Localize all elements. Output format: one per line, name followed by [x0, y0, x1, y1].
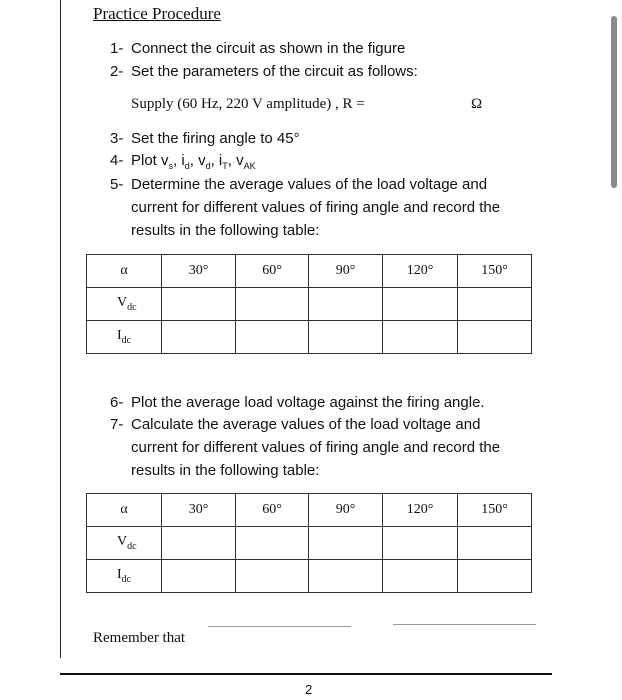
table-cell [236, 560, 309, 593]
angle-header: 150° [458, 494, 532, 527]
angle-header: 90° [309, 255, 383, 288]
table-cell [162, 560, 236, 593]
angle-header: 120° [383, 494, 458, 527]
table-row [87, 321, 532, 354]
step-number: 4- [110, 152, 124, 169]
scrollbar[interactable] [611, 16, 617, 188]
angle-header: 30° [162, 255, 236, 288]
fill-in-blank [393, 624, 536, 625]
angle-header: 150° [458, 255, 532, 288]
angle-header: 120° [383, 255, 458, 288]
step-7-line-3: results in the following table: [131, 462, 320, 479]
step-2 [110, 61, 418, 83]
table-cell [458, 527, 532, 560]
step-text: Calculate the average values of the load voltage and [131, 416, 481, 433]
results-table-1 [86, 254, 532, 354]
step-7 [110, 414, 480, 436]
step-number: 7- [110, 416, 124, 433]
step-number: 6- [110, 394, 124, 411]
table-cell [383, 288, 458, 321]
step-5-line-2: current for different values of firing angle and record the [131, 199, 501, 216]
table-cell [383, 321, 458, 354]
ohm-unit: Ω [471, 96, 483, 112]
step-3 [110, 128, 300, 150]
table-cell [309, 527, 383, 560]
step-number: 3- [110, 130, 124, 147]
table-cell [162, 321, 236, 354]
vdc-label: $V_{dc}$ [87, 288, 162, 321]
step-text: Set the parameters of the circuit as follows: [131, 63, 418, 80]
table-cell [383, 560, 458, 593]
vdc-label: $V_{dc}$ [87, 527, 162, 560]
table-cell [162, 527, 236, 560]
step-number: 5- [110, 176, 124, 193]
page-number: 2 [305, 682, 313, 697]
step-7-line-2: current for different values of firing angle and record the [131, 439, 501, 456]
table-row [87, 527, 532, 560]
supply-parameters: Supply (60 Hz, 220 V amplitude) , R = [131, 96, 365, 112]
results-table-2 [86, 493, 532, 593]
step-1 [110, 38, 405, 60]
table-cell [383, 527, 458, 560]
plot-variable-list: $v_s$, $i_d$, $v_d$, $i_T$, $v_{AK}$ [161, 152, 256, 171]
angle-header: 30° [162, 494, 236, 527]
table-cell [236, 288, 309, 321]
angle-header: 90° [309, 494, 383, 527]
table-row [87, 288, 532, 321]
step-text: Plot [131, 152, 162, 169]
table-cell [458, 288, 532, 321]
step-text: Set the firing angle to 45° [131, 130, 300, 147]
step-4 [110, 150, 256, 177]
table-cell [309, 288, 383, 321]
table-cell [458, 321, 532, 354]
plot-variable: $i_T$ [218, 152, 228, 171]
table-cell [309, 560, 383, 593]
alpha-header: α [87, 255, 162, 288]
plot-variable: $v_{AK}$ [236, 152, 256, 171]
page-title: Practice Procedure [93, 4, 221, 23]
alpha-header: α [87, 494, 162, 527]
plot-variable: $v_s$ [161, 152, 174, 171]
table-cell [162, 288, 236, 321]
step-5 [110, 174, 487, 196]
table-cell [458, 560, 532, 593]
idc-label: $I_{dc}$ [87, 560, 162, 593]
footer-divider [60, 673, 552, 675]
table-cell [309, 321, 383, 354]
fill-in-blank [208, 626, 351, 627]
table-cell [236, 527, 309, 560]
step-number: 2- [110, 63, 124, 80]
table-header-row [87, 255, 532, 288]
plot-variable: $v_d$ [198, 152, 211, 171]
angle-header: 60° [236, 255, 309, 288]
table-cell [236, 321, 309, 354]
table-row [87, 560, 532, 593]
page-left-border [60, 0, 61, 658]
step-number: 1- [110, 40, 124, 57]
remember-note: Remember that [93, 630, 186, 646]
angle-header: 60° [236, 494, 309, 527]
step-text: Determine the average values of the load voltage and [131, 176, 488, 193]
plot-variable: $i_d$ [181, 152, 190, 171]
table-header-row [87, 494, 532, 527]
step-text: Plot the average load voltage against the firing angle. [131, 394, 485, 411]
idc-label: $I_{dc}$ [87, 321, 162, 354]
step-6 [110, 392, 485, 414]
step-text: Connect the circuit as shown in the figure [131, 40, 406, 57]
step-5-line-3: results in the following table: [131, 222, 320, 239]
